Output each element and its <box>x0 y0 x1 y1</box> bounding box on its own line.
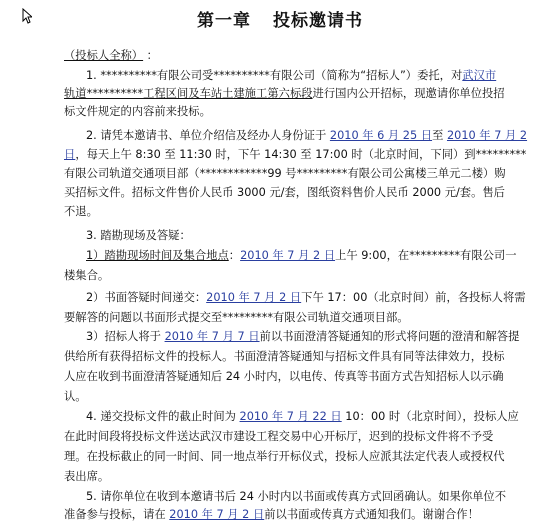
text-line <box>64 508 479 522</box>
text-segment: 上午 9:00，在*********有限公司一 <box>335 249 517 262</box>
text-line <box>64 269 109 283</box>
text-segment: 日 <box>64 148 76 161</box>
text-line <box>86 229 191 243</box>
text-segment: 1. **********有限公司受**********有限公司（简称为“招标人”）委托，对 <box>86 69 463 82</box>
text-line <box>64 105 211 119</box>
text-segment: 表出席。 <box>64 470 110 483</box>
text-segment: 2010 年 7 月 2 日 <box>240 249 336 262</box>
text-segment: 至 <box>432 129 447 142</box>
text-segment: 准备参与投标，请在 <box>64 508 170 521</box>
text-segment: 10：00 时（北京时间），投标人应 <box>341 410 519 423</box>
text-segment: 认。 <box>64 390 87 403</box>
text-segment: 1）踏勘现场时间及集合地点 <box>86 249 229 262</box>
text-line <box>86 410 519 424</box>
text-line <box>86 330 519 344</box>
text-line <box>64 450 505 464</box>
text-line <box>64 311 409 325</box>
text-line <box>86 129 527 143</box>
text-segment: 不退。 <box>64 205 98 218</box>
text-segment: 2010 年 6 月 25 日 <box>329 129 433 142</box>
text-segment: 人应在收到书面澄清答疑通知后 24 小时内，以电传、传真等书面方式告知招标人以示确 <box>64 370 504 383</box>
text-segment: ： <box>143 49 158 62</box>
text-segment: 有限公司轨道交通项目部（************99 号*********有限公司公寓楼三单元二楼）购 <box>64 167 506 180</box>
text-line <box>86 249 517 263</box>
text-segment: 3）招标人将于 <box>86 330 165 343</box>
text-segment: 4. 递交投标文件的截止时间为 <box>86 410 240 423</box>
text-segment: 轨道**********工程区间及车站土建施工第六标段 <box>64 87 313 100</box>
text-line <box>64 167 506 181</box>
chapter-title <box>0 6 560 31</box>
text-segment: 2010 年 7 月 2 日 <box>169 508 265 521</box>
text-segment: 楼集合。 <box>64 269 110 282</box>
text-segment: 要解答的问题以书面形式提交至*********有限公司轨道交通项目部。 <box>64 311 409 324</box>
text-segment: ： <box>228 249 241 262</box>
chapter-heading: 投标邀请书 <box>273 11 363 31</box>
text-segment: ，每天上午 8:30 至 11:30 时，下午 14:30 至 17:00 时（北京时间，下同）到********* <box>75 148 527 161</box>
text-line <box>64 87 505 101</box>
text-segment: 5. 请你单位在收到本邀请书后 24 小时内以书面或传真方式回函确认。如果你单位不 <box>86 490 507 503</box>
text-segment: 2010 年 7 月 22 日 <box>239 410 342 423</box>
text-line <box>64 186 505 200</box>
text-segment: 3. 踏勘现场及答疑： <box>86 229 191 242</box>
text-segment: 标文件规定的内容前来投标。 <box>64 105 211 118</box>
text-segment: 在此时间段将投标文件送达武汉市建设工程交易中心开标厅，迟到的投标文件将不予受 <box>64 430 494 443</box>
text-line <box>86 490 506 504</box>
text-line <box>64 350 505 364</box>
text-segment: 下午 17：00（北京时间）前，各投标人将需 <box>301 291 526 304</box>
text-line <box>86 291 526 305</box>
text-line <box>86 69 496 83</box>
text-segment: 2. 请凭本邀请书、单位介绍信及经办人身份证于 <box>86 129 330 142</box>
text-line <box>64 49 158 63</box>
text-segment: 2010 年 7 月 7 日 <box>164 330 260 343</box>
text-segment: 2010 年 7 月 2 <box>446 129 528 142</box>
chapter-number: 第一章 <box>197 11 251 31</box>
text-segment: 前以书面澄清答疑通知的形式将问题的澄清和解答提 <box>259 330 520 343</box>
text-segment: 武汉市 <box>462 69 497 82</box>
text-line <box>64 430 493 444</box>
text-segment: 买招标文件。招标文件售价人民币 3000 元/套，图纸资料售价人民币 2000 元/套。售后 <box>64 186 505 199</box>
text-line <box>64 148 526 162</box>
text-line <box>64 370 504 384</box>
text-segment: 2010 年 7 月 2 日 <box>206 291 302 304</box>
text-segment: （投标人全称） <box>64 49 144 62</box>
text-segment: 2）书面答疑时间递交： <box>86 291 207 304</box>
text-segment: 前以书面或传真方式通知我们。谢谢合作！ <box>264 508 479 521</box>
text-line <box>64 470 109 484</box>
text-line <box>64 205 98 219</box>
text-segment: 理。在投标截止的同一时间、同一地点举行开标仪式，投标人应派其法定代表人或授权代 <box>64 450 505 463</box>
text-segment: 供给所有获得招标文件的投标人。书面澄清答疑通知与招标文件具有同等法律效力，投标 <box>64 350 505 363</box>
text-line <box>64 390 87 404</box>
text-segment: 进行国内公开招标，现邀请你单位投招 <box>312 87 505 100</box>
